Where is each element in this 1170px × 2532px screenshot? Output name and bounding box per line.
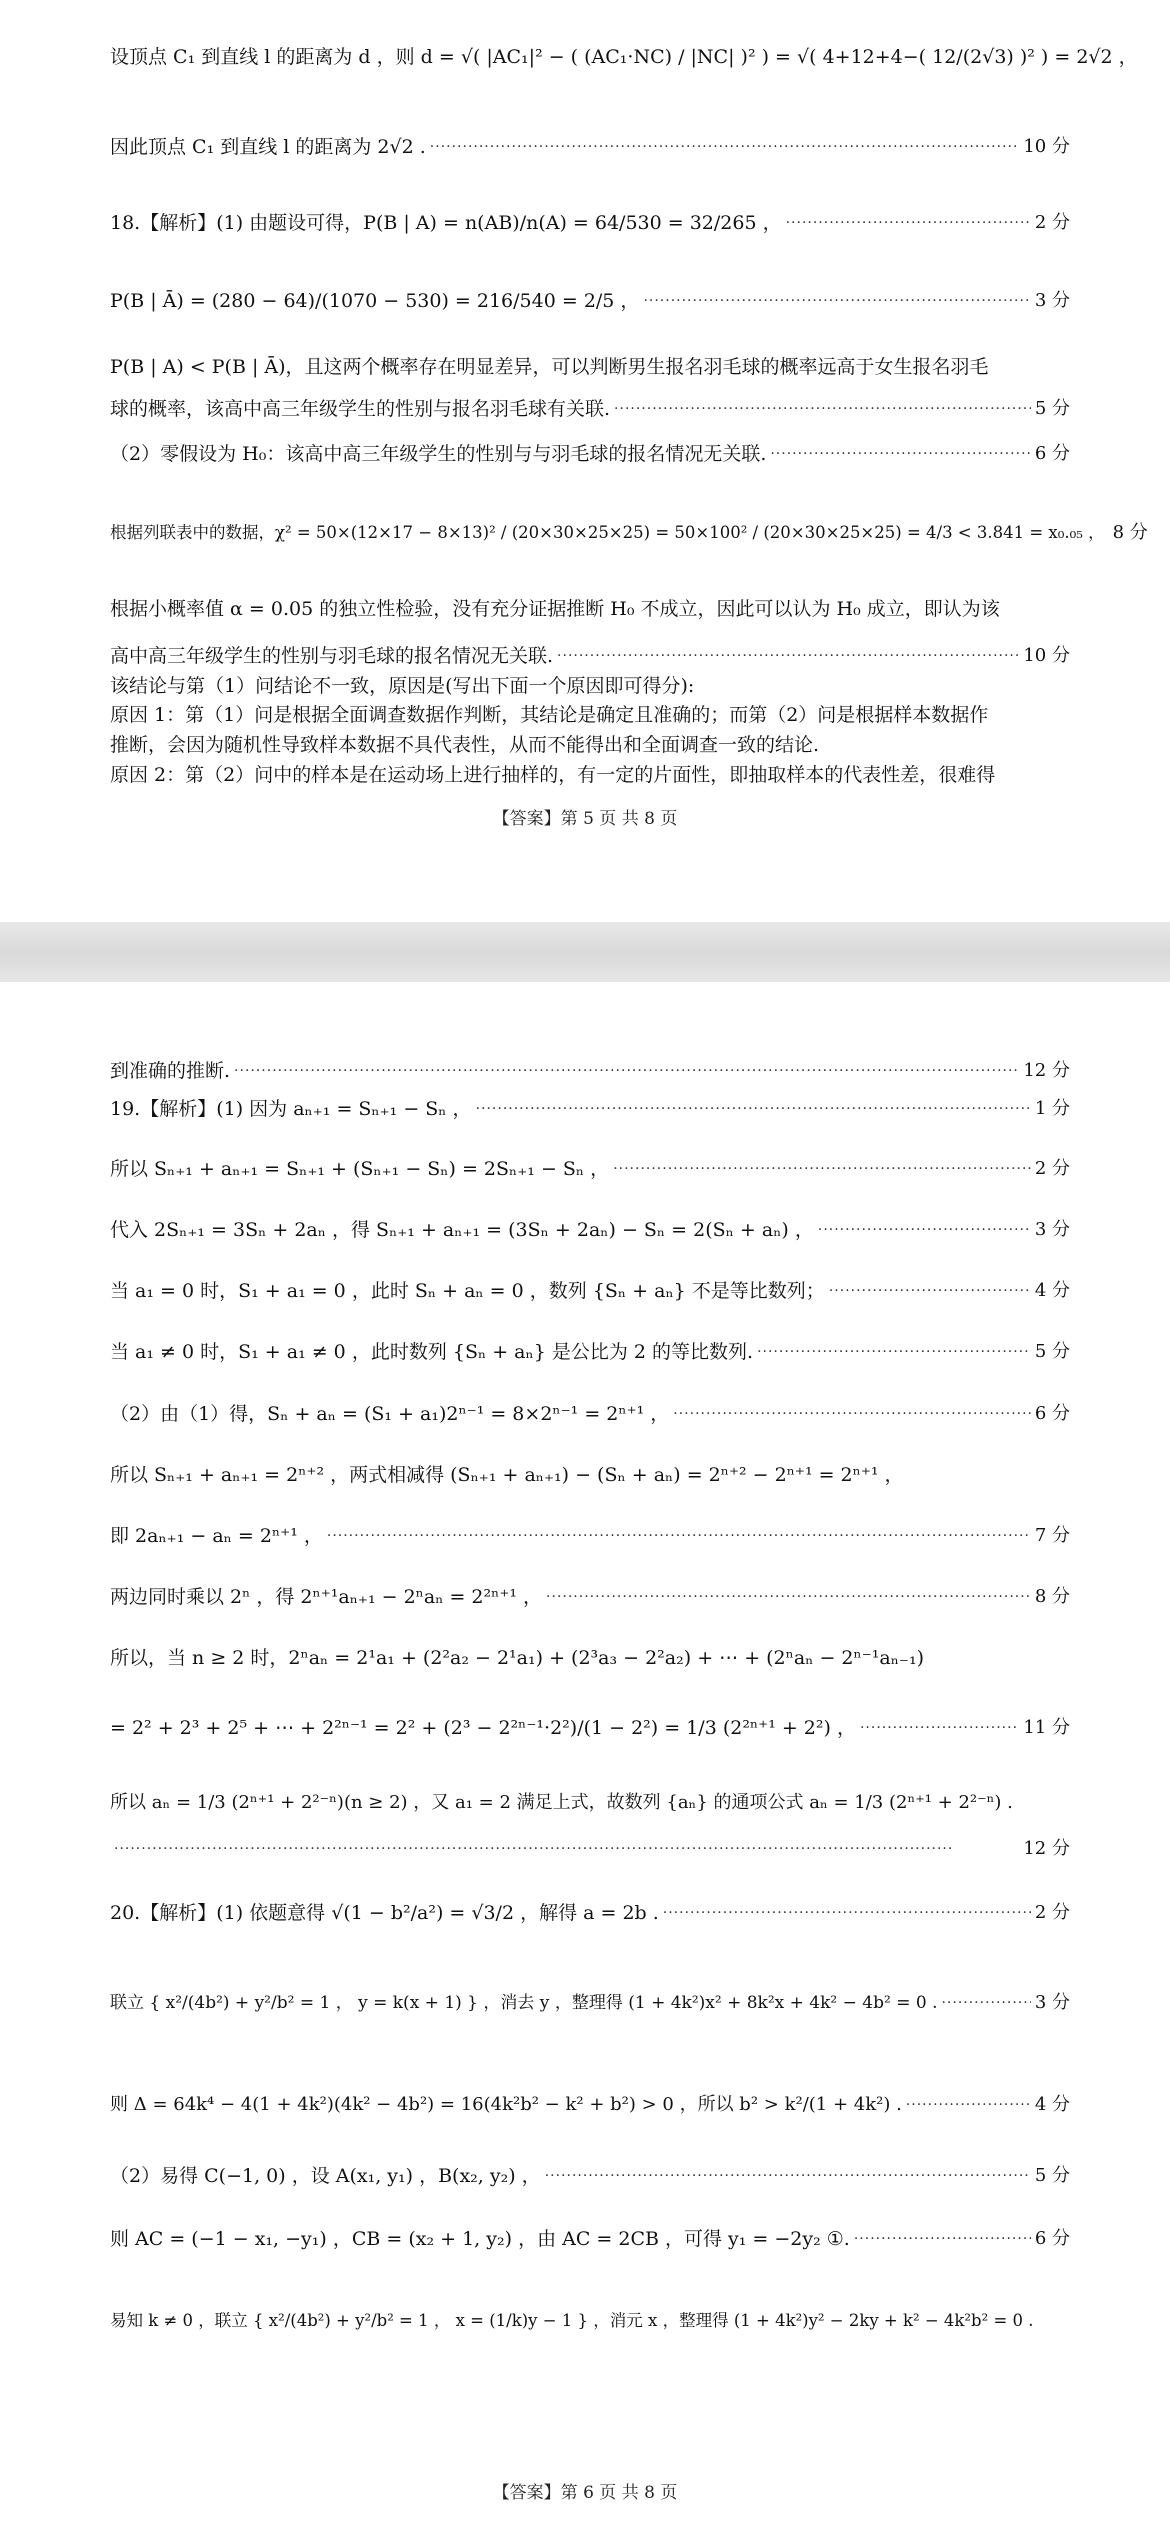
leader-dots: [613, 1156, 1031, 1182]
text-line: 推断，会因为随机性导致样本数据不具代表性，从而不能得出和全面调查一致的结论.: [110, 734, 820, 756]
text-line: （2）零假设为 H₀：该高中高三年级学生的性别与与羽毛球的报名情况无关联. ····· 6 分: [110, 441, 1070, 467]
page-5: [0, 0, 1170, 922]
text-line: 球的概率，该高中高三年级学生的性别与报名羽毛球有关联. ····· 5 分: [110, 396, 1070, 422]
leader-dots: [614, 396, 1031, 422]
text-line: 代入 2Sₙ₊₁ = 3Sₙ + 2aₙ ，得 Sₙ₊₁ + aₙ₊₁ = (3Sₙ + 2aₙ) − Sₙ = 2(Sₙ + aₙ) ， ····· 3 分: [110, 1217, 1070, 1243]
text-line: 19.【解析】(1) 因为 aₙ₊₁ = Sₙ₊₁ − Sₙ ， ····· 1 分: [110, 1096, 1070, 1122]
text-line: 原因 1：第（1）问是根据全面调查数据作判断，其结论是确定且准确的；而第（2）问是根据样本数据作: [110, 704, 989, 726]
page-6: [0, 982, 1170, 2532]
text-line: 该结论与第（1）问结论不一致，原因是(写出下面一个原因即可得分):: [110, 675, 695, 697]
leader-dots: [860, 1715, 1019, 1741]
text-line: 联立 { x²/(4b²) + y²/b² = 1 ， y = k(x + 1) } ，消去 y ，整理得 (1 + 4k²)x² + 8k²x + 4k² − 4b² = 0 . ····· 3 分: [110, 1990, 1070, 2016]
leader-dots: [818, 1217, 1031, 1243]
leader-dots: [476, 1096, 1031, 1122]
leader-dots: [829, 1278, 1031, 1304]
text-line: 原因 2：第（2）问中的样本是在运动场上进行抽样的，有一定的片面性，即抽取样本的代表性差，很难得: [110, 764, 996, 786]
text-line: 则 AC = (−1 − x₁, −y₁) ，CB = (x₂ + 1, y₂) ，由 AC = 2CB ，可得 y₁ = −2y₂ ①. ····· 6 分: [110, 2226, 1070, 2252]
text-line: 易知 k ≠ 0 ，联立 { x²/(4b²) + y²/b² = 1 ， x = (1/k)y − 1 } ，消元 x ，整理得 (1 + 4k²)y² − 2ky + k² − 4k²b² = 0 .: [110, 2311, 1034, 2330]
page-footer: 【答案】第 5 页 共 8 页: [492, 809, 678, 829]
text-line: 18.【解析】(1) 由题设可得，P(B | A) = n(AB)/n(A) = 64/530 = 32/265 ， ····· 2 分: [110, 210, 1070, 236]
text-line: 设顶点 C₁ 到直线 l 的距离为 d ，则 d = √( |AC₁|² − ( (AC₁·NC) / |NC| )² ) = √( 4+12+4−( 12/(2√3) )² ) = 2√2 ，: [110, 46, 1138, 68]
text-line: （2）由（1）得，Sₙ + aₙ = (S₁ + a₁)2ⁿ⁻¹ = 8×2ⁿ⁻¹ = 2ⁿ⁺¹ ， ····· 6 分: [110, 1401, 1070, 1427]
text-line: P(B | A) < P(B | Ā)，且这两个概率存在明显差异，可以判断男生报名羽毛球的概率远高于女生报名羽毛: [110, 356, 989, 378]
text-line: 当 a₁ ≠ 0 时，S₁ + a₁ ≠ 0 ，此时数列 {Sₙ + aₙ} 是公比为 2 的等比数列. ····· 5 分: [110, 1339, 1070, 1365]
text-line: 到准确的推断. ····· 12 分: [110, 1058, 1070, 1084]
leader-dots: [941, 1990, 1030, 2016]
leader-dots: [643, 288, 1030, 314]
text-line: = 2² + 2³ + 2⁵ + ⋯ + 2²ⁿ⁻¹ = 2² + (2³ − 2²ⁿ⁻¹·2²)/(1 − 2²) = 1/3 (2²ⁿ⁺¹ + 2²) ， ····· 11 分: [110, 1715, 1070, 1741]
leader-dots: [770, 441, 1030, 467]
text-line: （2）易得 C(−1, 0) ，设 A(x₁, y₁) ，B(x₂, y₂) ， ····· 5 分: [110, 2163, 1070, 2189]
text-line: P(B | Ā) = (280 − 64)/(1070 − 530) = 216/540 = 2/5 ， ····· 3 分: [110, 288, 1070, 314]
leader-dots: [114, 1836, 1019, 1862]
leader-dots: [546, 1584, 1031, 1610]
leader-dots: [557, 643, 1019, 669]
text-line: 所以，当 n ≥ 2 时，2ⁿaₙ = 2¹a₁ + (2²a₂ − 2¹a₁) + (2³a₃ − 2²a₂) + ⋯ + (2ⁿaₙ − 2ⁿ⁻¹aₙ₋₁): [110, 1647, 924, 1669]
leader-dots: [234, 1058, 1019, 1084]
page-footer: 【答案】第 6 页 共 8 页: [492, 2483, 678, 2503]
leader-dots: [854, 2226, 1031, 2252]
text-line: 高中高三年级学生的性别与羽毛球的报名情况无关联. ····· 10 分: [110, 643, 1070, 669]
text-line: 所以 aₙ = 1/3 (2ⁿ⁺¹ + 2²⁻ⁿ)(n ≥ 2) ，又 a₁ = 2 满足上式，故数列 {aₙ} 的通项公式 aₙ = 1/3 (2ⁿ⁺¹ + 2²⁻ⁿ) .: [110, 1792, 1013, 1813]
text-line: 因此顶点 C₁ 到直线 l 的距离为 2√2 . ····· 10 分: [110, 134, 1070, 160]
leader-dots: [327, 1523, 1031, 1549]
text-line: 即 2aₙ₊₁ − aₙ = 2ⁿ⁺¹ ， ····· 7 分: [110, 1523, 1070, 1549]
text-line: 20.【解析】(1) 依题意得 √(1 − b²/a²) = √3/2 ，解得 a = 2b . ····· 2 分: [110, 1900, 1070, 1926]
leader-dots: [673, 1401, 1031, 1427]
text-line: 根据小概率值 α = 0.05 的独立性检验，没有充分证据推断 H₀ 不成立，因此可以认为 H₀ 成立，即认为该: [110, 598, 1000, 620]
text-line: 则 Δ = 64k⁴ − 4(1 + 4k²)(4k² − 4b²) = 16(4k²b² − k² + b²) > 0 ，所以 b² > k²/(1 + 4k²) . ····· 4 分: [110, 2092, 1070, 2118]
leader-dots: [786, 210, 1031, 236]
page-gap: [0, 922, 1170, 982]
leader-dots: [663, 1900, 1031, 1926]
text-line: 所以 Sₙ₊₁ + aₙ₊₁ = 2ⁿ⁺² ，两式相减得 (Sₙ₊₁ + aₙ₊₁) − (Sₙ + aₙ) = 2ⁿ⁺² − 2ⁿ⁺¹ = 2ⁿ⁺¹ ，: [110, 1464, 904, 1486]
text-line: 所以 Sₙ₊₁ + aₙ₊₁ = Sₙ₊₁ + (Sₙ₊₁ − Sₙ) = 2Sₙ₊₁ − Sₙ ， ····· 2 分: [110, 1156, 1070, 1182]
text-line: 两边同时乘以 2ⁿ ，得 2ⁿ⁺¹aₙ₊₁ − 2ⁿaₙ = 2²ⁿ⁺¹ ， ····· 8 分: [110, 1584, 1070, 1610]
text-line: 当 a₁ = 0 时，S₁ + a₁ = 0 ，此时 Sₙ + aₙ = 0 ，数列 {Sₙ + aₙ} 不是等比数列； ····· 4 分: [110, 1278, 1070, 1304]
text-line: 根据列联表中的数据，χ² = 50×(12×17 − 8×13)² / (20×30×25×25) = 50×100² / (20×30×25×25) = 4/3 < 3.841 = x₀.₀₅ ， 8 分: [110, 522, 1148, 543]
text-line: ····· 12 分: [110, 1836, 1070, 1862]
leader-dots: [906, 2092, 1031, 2118]
leader-dots: [545, 2163, 1031, 2189]
leader-dots: [757, 1339, 1031, 1365]
leader-dots: [430, 134, 1020, 160]
